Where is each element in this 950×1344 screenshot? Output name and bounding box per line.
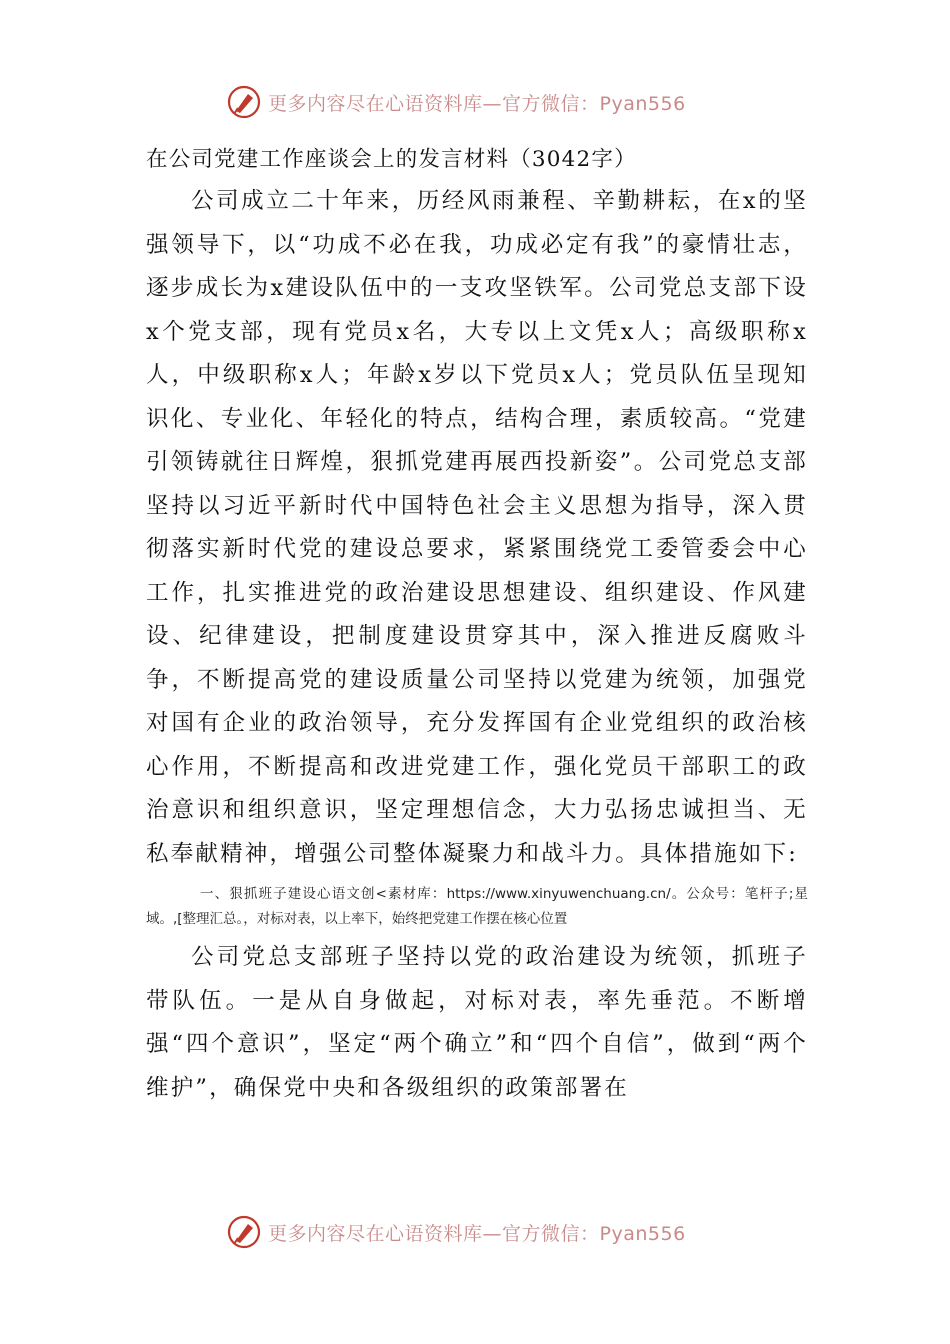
pen-nib-logo-icon [226,84,262,120]
pen-nib-logo-icon [226,1214,262,1250]
banner-text: 更多内容尽在心语资料库—官方微信：Pyan556 [268,1222,686,1245]
body-paragraph: 公司党总支部班子坚持以党的政治建设为统领，抓班子带队伍。一是从自身做起，对标对表，率先垂范。不断增强“四个意识”，坚定“两个确立”和“四个自信”，做到“两个维护”，确保党中央和各级组织的政策部署在 [146,944,808,1101]
header-watermark-banner [226,82,746,122]
footer-watermark-banner [226,1212,746,1252]
document-body [146,140,808,1110]
banner-text: 更多内容尽在心语资料库—官方微信：Pyan556 [268,92,686,115]
document-title: 在公司党建工作座谈会上的发言材料（3042字） [146,147,637,172]
body-paragraph: 公司成立二十年来，历经风雨兼程、辛勤耕耘，在x的坚强领导下，以“功成不必在我，功成必定有我”的豪情壮志，逐步成长为x建设队伍中的一支攻坚铁军。公司党总支部下设x个党支部，现有党员x名，大专以上文凭x人；高级职称x人，中级职称x人；年龄x岁以下党员x人；党员队伍呈现知识化、专业化、年轻化的特点，结构合理，素质较高。“党建引领铸就往日辉煌，狠抓党建再展西投新姿”。公司党总支部坚持以习近平新时代中国特色社会主义思想为指导，深入贯彻落实新时代党的建设总要求，紧紧围绕党工委管委会中心工作，扎实推进党的政治建设思想建设、组织建设、作风建设、纪律建设，把制度建设贯穿其中，深入推进反腐败斗争，不断提高党的建设质量公司坚持以党建为统领，加强党对国有企业的政治领导，充分发挥国有企业党组织的政治核心作用，不断提高和改进党建工作，强化党员干部职工的政治意识和组织意识，坚定理想信念，大力弘扬忠诚担当、无私奉献精神，增强公司整体凝聚力和战斗力。具体措施如下: [146,188,808,867]
section-heading: 一、狠抓班子建设心语文创<素材库：https://www.xinyuwenchuang.cn/。公众号：笔杆子;星域。,[整理汇总。，对标对表，以上率下，始终把党建工作摆在核心位置 [146,886,808,927]
